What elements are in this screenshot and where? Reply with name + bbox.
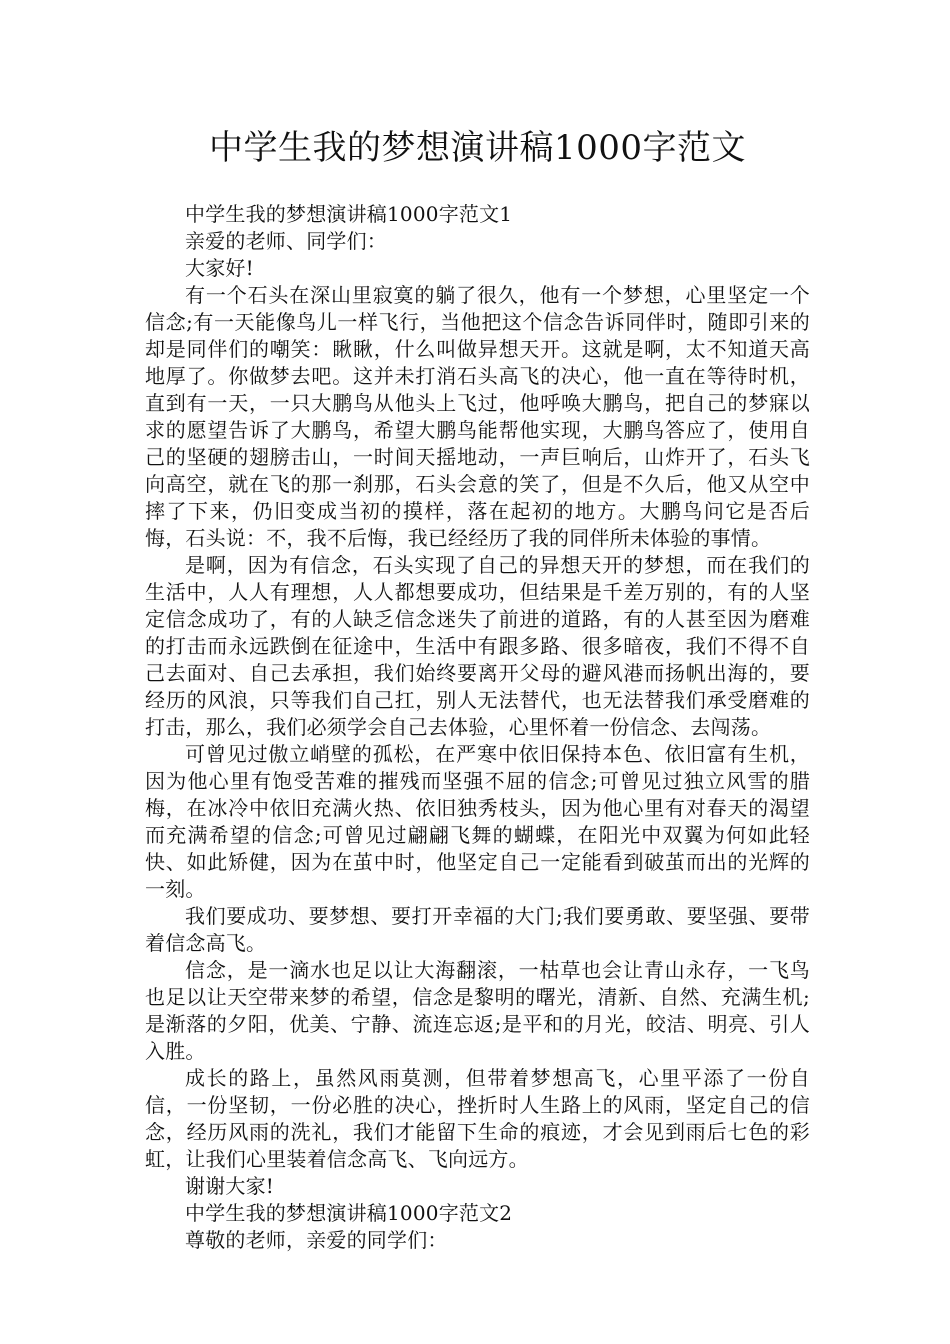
greeting: 大家好! [185, 256, 254, 280]
body-paragraph: 成长的路上，虽然风雨莫测，但带着梦想高飞，心里平添了一份自信，一份坚韧，一份必胜的决心，挫折时人生路上的风雨，坚定自己的信念，经历风雨的洗礼，我们才能留下生命的痕迹，才会见到雨后七色的彩虹，让我们心里装着信念高飞、飞向远方。 [145, 1066, 810, 1171]
document-title: 中学生我的梦想演讲稿1000字范文 [208, 128, 747, 168]
document-body [145, 201, 810, 1254]
body-paragraph: 信念，是一滴水也足以让大海翻滚，一枯草也会让青山永存，一飞鸟也足以让天空带来梦的希望，信念是黎明的曙光，清新、自然、充满生机;是渐落的夕阳，优美、宁静、流连忘返;是平和的月光，皎洁、明亮、引人入胜。 [145, 958, 810, 1063]
salutation: 亲爱的老师、同学们： [185, 229, 387, 253]
section-heading-1: 中学生我的梦想演讲稿1000字范文1 [185, 202, 513, 226]
section-heading-2: 中学生我的梦想演讲稿1000字范文2 [185, 1201, 513, 1225]
body-paragraph: 有一个石头在深山里寂寞的躺了很久，他有一个梦想，心里坚定一个信念;有一天能像鸟儿一样飞行，当他把这个信念告诉同伴时，随即引来的却是同伴们的嘲笑：瞅瞅，什么叫做异想天开。这就是啊，太不知道天高地厚了。你做梦去吧。这并未打消石头高飞的决心，他一直在等待时机，直到有一天，一只大鹏鸟从他头上飞过，他呼唤大鹏鸟，把自己的梦寐以求的愿望告诉了大鹏鸟，希望大鹏鸟能帮他实现，大鹏鸟答应了，使用自己的坚硬的翅膀击山，一时间天摇地动，一声巨响后，山炸开了，石头飞向高空，就在飞的那一刹那，石头会意的笑了，但是不久后，他又从空中摔了下来，仍旧变成当初的摸样，落在起初的地方。大鹏鸟问它是否后悔，石头说：不，我不后悔，我已经经历了我的同伴所未体验的事情。 [145, 283, 810, 550]
closing: 谢谢大家! [185, 1174, 275, 1198]
body-paragraph: 我们要成功、要梦想、要打开幸福的大门;我们要勇敢、要坚强、要带着信念高飞。 [145, 904, 810, 955]
salutation: 尊敬的老师，亲爱的同学们： [185, 1228, 448, 1252]
document-page [145, 122, 810, 1254]
body-paragraph: 是啊，因为有信念，石头实现了自己的异想天开的梦想，而在我们的生活中，人人有理想，人人都想要成功，但结果是千差万别的，有的人坚定信念成功了，有的人缺乏信念迷失了前进的道路，有的人甚至因为磨难的打击而永远跌倒在征途中，生活中有跟多路、很多暗夜，我们不得不自己去面对、自己去承担，我们始终要离开父母的避风港而扬帆出海的，要经历的风浪，只等我们自己扛，别人无法替代，也无法替我们承受磨难的打击，那么，我们必须学会自己去体验，心里怀着一份信念、去闯荡。 [145, 553, 810, 739]
body-paragraph: 可曾见过傲立峭壁的孤松，在严寒中依旧保持本色、依旧富有生机，因为他心里有饱受苦难的摧残而坚强不屈的信念;可曾见过独立风雪的腊梅，在冰冷中依旧充满火热、依旧独秀枝头，因为他心里有对春天的渴望而充满希望的信念;可曾见过翩翩飞舞的蝴蝶，在阳光中双翼为何如此轻快、如此矫健，因为在茧中时，他坚定自己一定能看到破茧而出的光辉的一刻。 [145, 742, 810, 901]
